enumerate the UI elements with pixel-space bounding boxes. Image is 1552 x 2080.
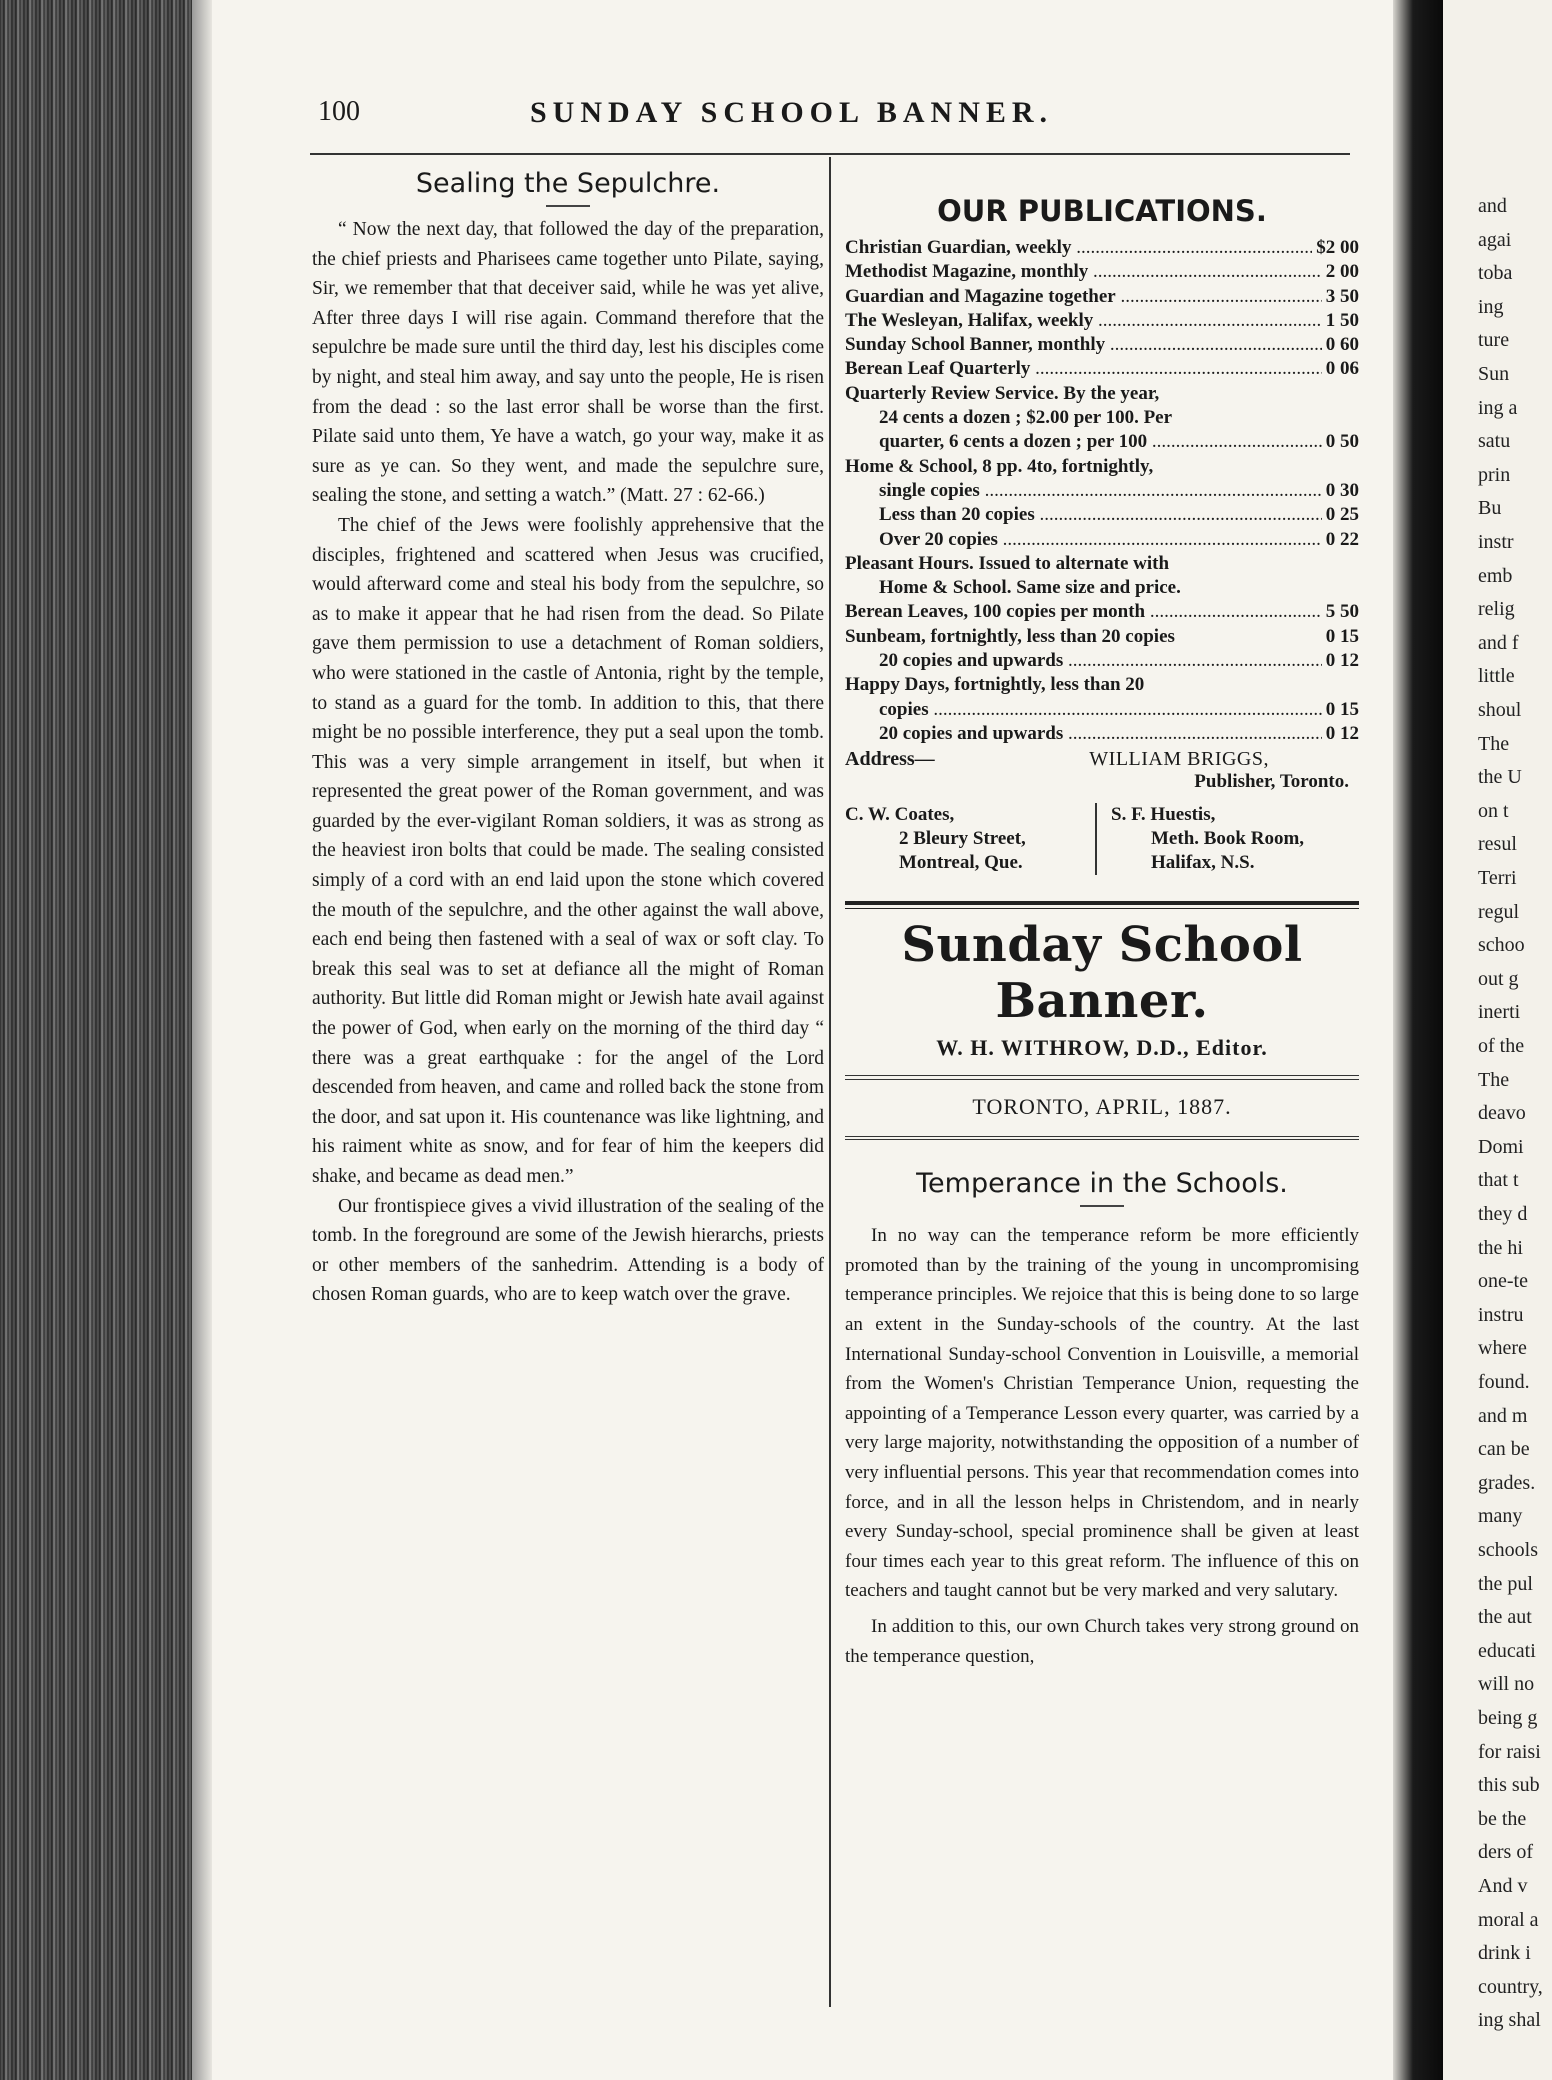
facing-page-text-fragment: educati [1478,1639,1536,1662]
facing-page-text-fragment: where [1478,1337,1527,1360]
address-label: Address— [845,748,935,771]
facing-page-text-fragment: schoo [1478,934,1525,957]
facing-page-text-fragment: regul [1478,900,1520,923]
facing-page-text-fragment: The [1478,732,1510,755]
facing-page-text-fragment: this sub [1478,1774,1540,1797]
facing-page-fragment [1443,0,1552,2080]
facing-page-text-fragment: out g [1478,967,1519,990]
facing-page-text-fragment: instr [1478,531,1514,553]
publisher-name: WILLIAM BRIGGS, [1089,748,1269,771]
page-fold-shadow [1393,0,1443,2080]
facing-page-text-fragment: Sun [1478,363,1510,385]
publication-row: Home & School, 8 pp. 4to, fortnightly, [845,455,1154,477]
publication-row: Pleasant Hours. Issued to alternate with [845,552,1170,574]
facing-page-text-fragment: they d [1478,1203,1528,1225]
facing-page-text-fragment: satu [1478,430,1511,453]
facing-page-text-fragment: ing shal [1478,2009,1541,2032]
column-divider [829,157,831,2007]
facing-page-text-fragment: the aut [1478,1606,1532,1629]
facing-page-text-fragment: ture [1478,329,1510,352]
facing-page-text-fragment: on t [1478,799,1509,822]
left-column [312,168,824,1310]
publication-row: Sunday School Banner, monthly ..... 0 60 [845,333,1359,357]
facing-page-text-fragment: drink i [1478,1942,1531,1965]
heading-rule [1080,1205,1124,1207]
facing-page-text-fragment: that t [1478,1169,1519,1192]
facing-page-text-fragment: ders of [1478,1841,1533,1864]
facing-page-text-fragment: of the [1478,1035,1525,1057]
facing-page-text-fragment: country, [1478,1975,1543,1998]
facing-page-text-fragment: and m [1478,1404,1528,1427]
article-heading-sepulchre: Sealing the Sepulchre. [415,168,721,199]
page-number: 100 [318,96,360,127]
office-halifax: S. F. Huestis, Meth. Book Room, Halifax, N.S. [1111,804,1305,874]
facing-page-text-fragment: for raisi [1478,1740,1541,1763]
facing-page-text-fragment: grades. [1478,1471,1536,1494]
facing-page-text-fragment: the U [1478,766,1522,789]
facing-page-text-fragment: schools [1478,1539,1538,1561]
publication-row: quarter, 6 cents a dozen ; per 100 ..... 0 50 [845,430,1359,454]
publication-row: Quarterly Review Service. By the year, [845,382,1160,404]
dateline-rule [845,1136,1359,1140]
facing-page-text-fragment: prin [1478,463,1511,486]
publication-row: 20 copies and upwards ..... 0 12 [845,649,1359,673]
facing-page-text-fragment: The [1478,1068,1510,1091]
publication-row: Over 20 copies ..... 0 22 [845,528,1359,552]
publication-row: Berean Leaves, 100 copies per month ..... 5 50 [845,600,1359,624]
facing-page-text-fragment: shoul [1478,699,1522,721]
publication-row: Happy Days, fortnightly, less than 20 [845,674,1145,696]
publication-row: 20 copies and upwards ..... 0 12 [845,722,1359,746]
publication-row: Sunbeam, fortnightly, less than 20 copies 0 15 [845,625,1359,647]
publisher-location: Publisher, Toronto. [1194,771,1349,793]
facing-page-text-fragment: little [1478,665,1515,688]
branch-offices [845,803,1359,875]
publication-row: Christian Guardian, weekly ..... $2 00 [845,236,1359,260]
heading-rule [546,205,590,207]
facing-page-text-fragment: Terri [1478,867,1517,889]
article-paragraph: In addition to this, our own Church takes very strong ground on the temperance question, [845,1615,1359,1667]
article-paragraph: “ Now the next day, that followed the day of the preparation, the chief priests and Pharisees came together unto Pilate, saying, Sir, we remember that that deceiver said, while he was yet alive, After three days I will rise again. Command therefore that the sepulchre be made sure until the third day, lest his disciples come by night, and steal him away, and say unto the people, He is risen from the dead : so the last error shall be worse than the first. Pilate said unto them, Ye have a watch, go your way, make it as sure as ye can. So they went, and made the sepulchre sure, sealing the stone, and setting a watch.” (Matt. 27 : 62-66.) [312,219,824,507]
facing-page-text-fragment: can be [1478,1438,1530,1461]
header-rule [310,153,1350,155]
article-paragraph: Our frontispiece gives a vivid illustration of the sealing of the tomb. In the foreground are some of the Jewish hierarchs, priests or other members of the sanhedrim. Attending is a body of chosen Roman guards, who are to keep watch over the grave. [312,1195,824,1306]
facing-page-text-fragment: relig [1478,598,1515,621]
publication-row: Methodist Magazine, monthly ..... 2 00 [845,260,1359,284]
facing-page-text-fragment: agai [1478,228,1512,251]
facing-page-text-fragment: resul [1478,833,1517,856]
dateline: TORONTO, APRIL, 1887. [972,1094,1232,1120]
publisher-address [845,748,1359,771]
facing-page-text-fragment: one-te [1478,1270,1528,1293]
facing-page-text-fragment: toba [1478,262,1513,285]
facing-page-text-fragment: deavo [1478,1102,1526,1125]
facing-page-text-fragment: instru [1478,1303,1524,1326]
facing-page-text-fragment: emb [1478,564,1513,587]
publications-list [845,236,1359,746]
facing-page-text-fragment: be the [1478,1807,1527,1830]
office-montreal: C. W. Coates, 2 Bleury Street, Montreal, Que. [845,803,1097,875]
facing-page-text-fragment: Bu [1478,497,1502,520]
facing-page-text-fragment: being g [1478,1707,1538,1729]
editor-rule [845,1075,1359,1080]
publication-row: Berean Leaf Quarterly ..... 0 06 [845,357,1359,381]
publication-row: copies ..... 0 15 [845,698,1359,722]
publications-heading: OUR PUBLICATIONS. [937,194,1267,228]
publication-row: Home & School. Same size and price. [879,577,1181,599]
publication-row: 24 cents a dozen ; $2.00 per 100. Per [879,407,1173,429]
facing-page-text-fragment: And v [1478,1875,1528,1897]
running-title: SUNDAY SCHOOL BANNER. [530,96,1054,129]
publication-row: The Wesleyan, Halifax, weekly ..... 1 50 [845,309,1359,333]
binding-shadow [192,0,212,2080]
facing-page-text-fragment: and [1478,195,1507,217]
masthead-title: Sunday School Banner. [901,917,1303,1030]
article-heading-temperance: Temperance in the Schools. [916,1168,1288,1200]
editor-line: W. H. WITHROW, D.D., Editor. [936,1035,1268,1061]
book-binding [0,0,192,2080]
publication-row: Guardian and Magazine together ..... 3 50 [845,285,1359,309]
facing-page-text-fragment: the pul [1478,1572,1533,1595]
facing-page-text-fragment: inerti [1478,1001,1521,1024]
facing-page-text-fragment: ing [1478,295,1504,318]
facing-page-text-fragment: ing a [1478,396,1518,419]
publication-row: single copies ..... 0 30 [845,479,1359,503]
facing-page-text-fragment: many [1478,1505,1523,1528]
facing-page-text-fragment: moral a [1478,1908,1539,1931]
masthead-rule [845,901,1359,909]
facing-page-text-fragment: found. [1478,1371,1530,1393]
article-paragraph: In no way can the temperance reform be more efficiently promoted than by the training of the young in uncompromising temperance principles. We rejoice that this is being done to so large an extent in the Sunday-schools of the country. At the last International Sunday-school Convention in Louisville, a memorial from the Women's Christian Temperance Union, requesting the appointing of a Temperance Lesson every quarter, was carried by a very large majority, notwithstanding the opposition of a number of very influential persons. This year that recommendation comes into force, and in all the lesson helps in Christendom, and in nearly every Sunday-school, special prominence shall be given at least four times each year to this great reform. The influence of this on teachers and taught cannot but be very marked and very salutary. [845,1225,1359,1602]
right-column [845,190,1359,1671]
facing-page-text-fragment: Domi [1478,1135,1524,1158]
facing-page-text-fragment: and f [1478,631,1519,654]
article-paragraph: The chief of the Jews were foolishly apprehensive that the disciples, frightened and scattered when Jesus was crucified, would afterward come and steal his body from the sepulchre, so as to make it appear that he had risen from the dead. So Pilate gave them permission to use a detachment of Roman soldiers, who were stationed in the castle of Antonia, right by the temple, to stand as a guard for the tomb. In addition to this, that there might be no possible interference, they put a seal upon the tomb. This was a very simple arrangement in itself, but when it represented the great power of the Roman government, and was guarded by the ever-vigilant Roman soldiers, it was as strong as the heaviest iron bolts that could be made. The sealing consisted simply of a cord with an end laid upon the stone which covered the mouth of the sepulchre, and the other against the wall above, each end being then fastened with a seal of wax or soft clay. To break this seal was to set at defiance all the might of Roman authority. But little did Roman might or Jewish hate avail against the power of God, when early on the morning of the third day “ there was a great earthquake : for the angel of the Lord descended from heaven, and came and rolled back the stone from the door, and sat upon it. His countenance was like lightning, and his raiment white as snow, and for fear of him the keepers did shake, and became as dead men.” [312,514,824,1187]
facing-page-text-fragment: the hi [1478,1236,1523,1259]
facing-page-text-fragment: will no [1478,1673,1535,1696]
publication-row: Less than 20 copies ..... 0 25 [845,503,1359,527]
